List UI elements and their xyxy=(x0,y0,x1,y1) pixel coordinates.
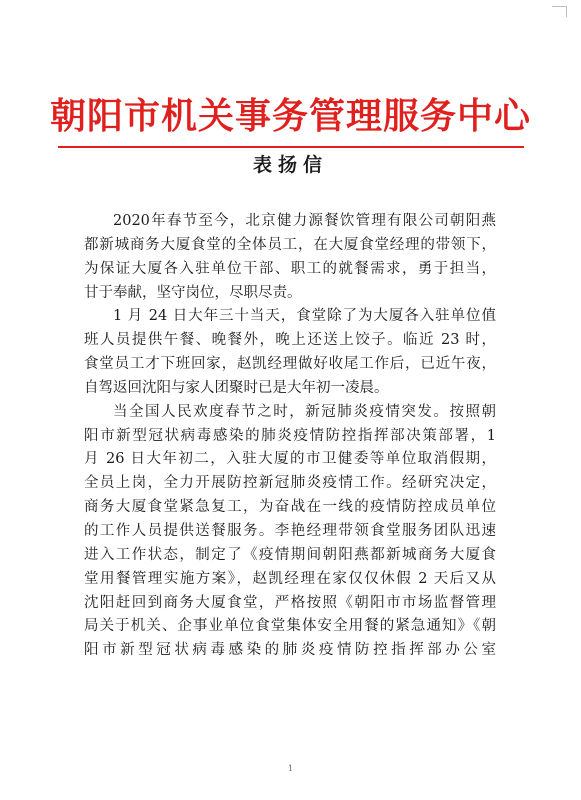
paragraph-3-line-1: 当全国人民欢度春节之时，新冠肺炎疫情突发。按照朝 xyxy=(113,403,496,420)
paragraph-2-line-4: 自驾返回沈阳与家人团聚时已是大年初一凌晨。 xyxy=(84,379,389,396)
paragraph-1-line-4: 甘于奉献，坚守岗位，尽职尽责。 xyxy=(84,284,302,301)
paragraph-3-line-10: 局关于机关、企事业单位食堂集体安全用餐的紧急通知》《朝 xyxy=(84,618,496,635)
paragraph-3-line-6: 的工作人员提供送餐服务。李艳经理带领食堂服务团队迅速 xyxy=(84,522,496,539)
scan-corner-mark xyxy=(552,6,567,17)
paragraph-3-line-11: 阳市新型冠状病毒感染的肺炎疫情防控指挥部办公室 xyxy=(84,642,496,659)
paragraph-3-line-8: 堂用餐管理实施方案》，赵凯经理在家仅仅休假 2 天后又从 xyxy=(84,570,496,587)
paragraph-1-line-2: 都新城商务大厦食堂的全体员工，在大厦食堂经理的带领下， xyxy=(84,236,496,253)
letter-body xyxy=(84,210,496,663)
paragraph-1-line-3: 为保证大厦各入驻单位干部、职工的就餐需求，勇于担当， xyxy=(84,260,496,277)
document-title: 表扬信 xyxy=(252,154,328,176)
paragraph-3-line-9: 沈阳赶回到商务大厦食堂，严格按照《朝阳市市场监督管理 xyxy=(84,594,496,611)
paragraph-3-line-7: 进入工作状态，制定了《疫情期间朝阳燕都新城商务大厦食 xyxy=(84,546,496,563)
paragraph-2-line-3: 食堂员工才下班回家，赵凯经理做好收尾工作后，已近午夜， xyxy=(84,356,496,373)
paragraph-3-line-2: 阳市新型冠状病毒感染的肺炎疫情防控指挥部决策部署，1 xyxy=(84,427,496,444)
letterhead-organization-name: 朝阳市机关事务管理服务中心 xyxy=(49,96,531,137)
letterhead-red-rule xyxy=(58,146,524,148)
paragraph-2-line-2: 班人员提供午餐、晚餐外，晚上还送上饺子。临近 23 时， xyxy=(84,332,496,349)
paragraph-3-line-4: 全员上岗，全力开展防控新冠肺炎疫情工作。经研究决定， xyxy=(84,475,496,492)
paragraph-2-line-1: 1 月 24 日大年三十当天，食堂除了为大厦各入驻单位值 xyxy=(113,308,496,325)
paragraph-3-line-5: 商务大厦食堂紧急复工，为奋战在一线的疫情防控成员单位 xyxy=(84,499,496,516)
page-number: 1 xyxy=(287,764,294,773)
paragraph-3-line-3: 月 26 日大年初二，入驻大厦的市卫健委等单位取消假期， xyxy=(84,451,496,468)
paragraph-1-line-1: 2020年春节至今，北京健力源餐饮管理有限公司朝阳燕 xyxy=(113,213,496,229)
